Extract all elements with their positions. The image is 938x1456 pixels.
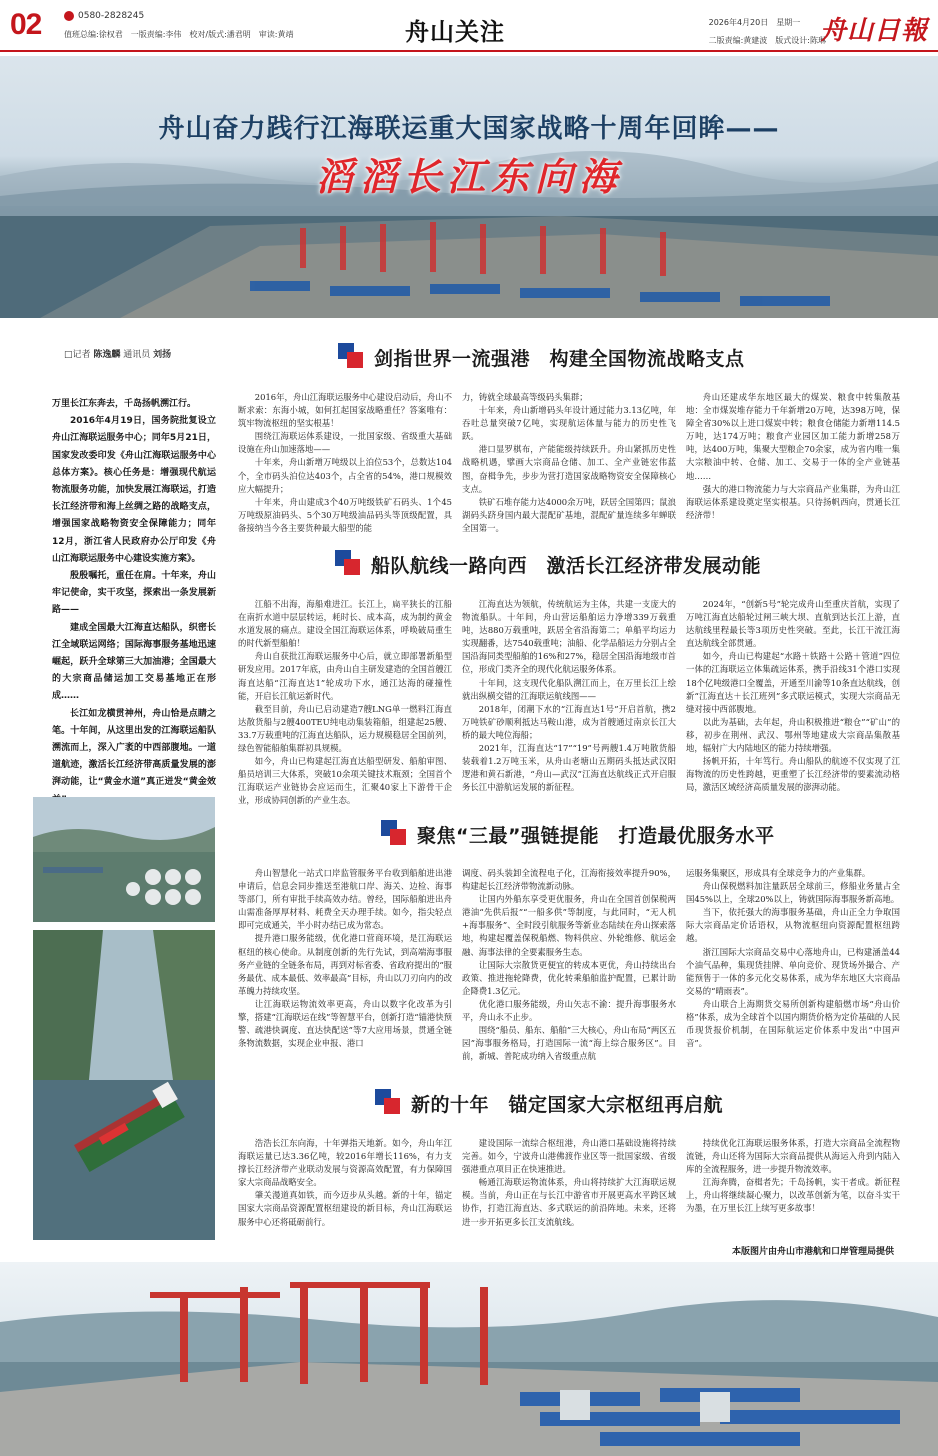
paragraph: 畅通江海联运物流体系，舟山将持续扩大江海联运规模。当前，舟山正在与长江中游省市开展更高水平跨区域协作，打造江海直达、多式联运的前沿阵地。未来，还将进一步开拓更多长江支流航线。 (462, 1177, 676, 1227)
paragraph: 让国内外船东享受更优服务，舟山在全国首创保税两港油“先供后报”“一船多供”等制度，与此同时，“无人机+海事服务”、全时段引航服务等新业态陆续在舟山探索落地，构建起覆盖保税船燃、物料供应、外轮维修、航运金融、海事法律的全要素服务生态。 (462, 894, 676, 957)
paragraph: 调度、码头装卸全流程电子化，江海衔接效率提升90%，构建起长江经济带物流新动脉。 (462, 868, 676, 892)
paragraph: 舟山还建成华东地区最大的煤炭、粮食中转集散基地：全市煤炭堆存能力千年新增20万吨，达398万吨，保障全省30%以上进口煤炭中转；粮食仓储能力新增114.5万吨，达174万吨；粮食产业园区加工能力新增258万吨，达400万吨，集聚大型粮企70余家，成为省内唯一集大宗粮油中转、仓储、加工、交易于一体的全产业链基地…… (686, 392, 900, 481)
editors-line: 二版责编:黄建波 版式设计:陈琳 (708, 36, 826, 45)
lead-paragraph: 万里长江东奔去，千岛扬帆溯江行。 (52, 399, 197, 409)
paragraph: 江海奔腾，奋楫者先；千岛扬帆，实干者成。新征程上，舟山将继续凝心聚力，以改革创新为笔，以奋斗实干为墨，在万里长江上续写更多故事！ (686, 1177, 900, 1214)
article-column (462, 867, 676, 1081)
correspondent-name: 刘扬 (153, 350, 172, 360)
article-column (686, 391, 900, 541)
phone-icon (64, 11, 74, 21)
paragraph: 舟山联合上海期货交易所创新构建船燃市场“舟山价格”体系，成为全球首个以国内期货价格为定价基础的人民币现货报价机制，在国际航运定价体系中发出“中国声音”。 (686, 998, 900, 1049)
byline (64, 347, 171, 360)
staff-line: 值班总编:徐权君 一版责编:李伟 校对/版式:潘君明 审读:黄靖 (64, 30, 294, 39)
paragraph: 强大的港口物流能力与大宗商品产业集群，为舟山江海联运体系建设奠定坚实根基。只待扬帆西向，贯通长江经济带！ (686, 483, 900, 520)
byline-prefix: □记者 (64, 350, 91, 360)
paragraph: 浩浩长江东向海，十年弹指天地新。如今，舟山年江海联运量已达3.36亿吨，较2016年增长116%，有力支撑长江经济带产业联动发展与资源高效配置，有力保障国家大宗商品战略安全。 (238, 1138, 452, 1188)
paragraph: 截至目前，舟山已启动建造7艘LNG单一燃料江海直达散货船与2艘400TEU纯电动集装箱船，组建起25艘、33.7万载重吨的江海直达船队，运力规模稳居全国前列，绿色智能船舶集群初具规模。 (238, 703, 452, 754)
paragraph: 提升港口服务能级，优化港口营商环境，是江海联运枢纽的核心使命。从制度创新的先行先试，到高端海事服务产业链的全链条布局，再到对标省委、省政府提出的“服务最优、成本最低、效率最高”目标，舟山以刀刃向内的改革魄力持续攻坚。 (238, 933, 452, 996)
paragraph: 围绕江海联运体系建设，一批国家级、省级重大基础设施在舟山加速落地—— (238, 431, 452, 455)
paragraph: 舟山自获批江海联运服务中心后，就立即部署新船型研发应用。2017年底，由舟山自主研发建造的全国首艘江海直达船“江海直达1”轮成功下水，通江达海的碰撞性能，开启长江航运新时代。 (238, 651, 452, 701)
article-column (238, 391, 452, 541)
paragraph: 十年来，舟山新增码头年设计通过能力3.13亿吨，年吞吐总量突破7亿吨，实现航运体量与能力的历史性飞跃。 (462, 405, 676, 442)
paragraph: 力，铸就全球最高等级码头集群； (462, 392, 588, 402)
paragraph: 扬帆开拓，十年笃行。舟山船队的航迹不仅实现了江海物流的历史性跨越，更重塑了长江经济带的要素流动格局，激活区域经济高质量发展的澎湃动能。 (686, 756, 900, 793)
paragraph: 运服务集聚区，形成具有全球竞争力的产业集群。 (686, 868, 871, 878)
section-title: 新的十年 锚定国家大宗枢纽再启航 (411, 1094, 724, 1116)
paragraph: 2021年，江海直达“17”“19”号两艘1.4万吨散货船装载着1.2万吨玉米，从舟山老塘山五期码头抵达武汉阳逻港和黄石新港，“舟山—武汉”江海直达航线正式开启服务长江中游航运发展的新征程。 (462, 743, 676, 793)
article-column (238, 867, 452, 1081)
article-column (238, 1137, 452, 1242)
article-column (238, 598, 452, 812)
paragraph: 港口显罗棋布，产能能级持续跃升。舟山紧抓历史性战略机遇，擘画大宗商品仓储、加工、全产业链宏伟蓝图，奋楫争先，步步为营打造国家战略物资安全保障核心支点。 (462, 444, 676, 494)
article-column (686, 1137, 900, 1242)
paragraph: 舟山智慧化一站式口岸监管服务平台收到船舶进出港申请后，信息会同步推送至港航口岸、海关、边检、海事等部门，所有审批手续高效办结。曾经，国际船舶进出舟山需准备厚厚材料、耗费全天办理手续。如今，指尖轻点即可完成通关，半小时办结已成为常态。 (238, 868, 452, 931)
paragraph: 围绕“船员、船东、船舶”三大核心，舟山布局“两区五园”海事服务格局，打造国际一流“海上综合服务区”。目前，新城、普陀成功纳入省级重点航 (462, 1025, 676, 1062)
paragraph: 江船不出海，海船难进江。长江上，扁平狭长的江船在南折水道中层层转运，耗时长、成本高，成为制约黄金水道发展的痛点。建设全国江海联运体系，呼唤破局重生的时代新型船舶！ (238, 599, 452, 649)
paragraph: 当下，依托强大的海事服务基础，舟山正全力争取国际大宗商品定价话语权，从物流枢纽向资源配置枢纽跨越。 (686, 907, 900, 944)
issue-date: 2026年4月20日 星期一 (708, 18, 801, 27)
section-marker-icon (338, 343, 364, 369)
header-rule (0, 50, 938, 52)
paragraph: 优化港口服务能级，舟山矢志不渝：提升海事服务水平，舟山永不止步。 (462, 998, 676, 1023)
hero-title-line2: 滔滔长江东向海 (314, 154, 623, 199)
byline-mid: 通讯员 (123, 350, 151, 360)
article-column (462, 1137, 676, 1242)
paragraph: 如今，舟山已构建起“水路＋铁路＋公路＋管道”四位一体的江海联运立体集疏运体系，携手沿线31个港口实现18个亿吨级港口全覆盖，开通至川渝等10条直达航线，创新“江海直达＋长江班列”多式联运模式，实现大宗商品无缝对接中西部腹地。 (686, 651, 900, 714)
oil-storage-photo (33, 797, 215, 922)
paragraph: 2024年，“创新5号”轮完成舟山至重庆首航，实现了万吨江海直达船轮过闸三峡大坝、直航到达长江上游，直达航线里程最长等3项历史性突破。至此，长江干流江海直达航线全部贯通。 (686, 599, 900, 649)
paragraph: 持续优化江海联运服务体系，打造大宗商品全流程物流链，舟山还将为国际大宗商品提供从海运入舟到内陆入库的全流程服务，进一步提升物流效率。 (686, 1138, 900, 1175)
lead-paragraph: 殷殷嘱托，重任在肩。十年来，舟山牢记使命，实干攻坚，探索出一条发展新路—— (52, 571, 216, 616)
lead-paragraphs (52, 396, 216, 809)
hero-image (0, 56, 938, 318)
paragraph: 铁矿石堆存能力达4000余万吨，跃居全国第四；鼠浪湖码头跻身国内最大混配矿基地，混配矿量连续多年蝉联全国第一。 (462, 496, 676, 533)
section-title: 剑指世界一流强港 构建全国物流战略支点 (374, 348, 745, 370)
paragraph: 舟山保税燃料加注量跃居全球前三，修船业务量占全国45%以上，全球20%以上，铸就国际海事服务新高地。 (686, 881, 900, 905)
paragraph: 肇关漫道真如铁，而今迈步从头越。新的十年，锚定国家大宗商品资源配置枢纽建设的新目标，舟山江海联运服务中心还将砥砺前行。 (238, 1190, 452, 1227)
paragraph: 2016年，舟山江海联运服务中心建设启动后，舟山不断求索：东海小城，如何扛起国家战略重任？答案唯有：筑牢物流枢纽的坚实根基！ (238, 392, 452, 429)
lead-paragraph: 2016年4月19日，国务院批复设立舟山江海联运服务中心；同年5月21日，国家发改委印发《舟山江海联运服务中心总体方案》。核心任务是：增强现代航运物流服务功能，加快发展江海联运，打造长江经济带和海上丝绸之路的战略支点，增强国家战略物资安全保障能力；同年12月，浙江省人民政府办公厅印发《舟山江海联运服务中心建设实施方案》。 (52, 416, 216, 564)
column-title: 舟山关注 (405, 17, 505, 46)
article-column (462, 391, 676, 541)
paragraph: 让国际大宗散货更便宜的转成本更优，舟山持续出台政策、推进拖轮降费，优化转乘船舶监护配置，已累计助企降费1.3亿元。 (462, 959, 676, 996)
header-meta (709, 14, 826, 50)
reporter-name: 陈逸麟 (93, 350, 121, 360)
section-marker-icon (381, 820, 407, 846)
container-port-photo (0, 1262, 938, 1456)
page-number: 02 (10, 8, 42, 41)
page-header (0, 0, 938, 52)
paragraph: 浙江国际大宗商品交易中心落地舟山，已构建涵盖44个油气品种，集现货挂牌、单向竞价、现货场外撮合、产能预售于一体的多元化交易体系，成为华东地区大宗商品交易的“晴雨表”。 (686, 946, 900, 996)
section-title: 船队航线一路向西 激活长江经济带发展动能 (371, 555, 762, 577)
section-title: 聚焦“三最”强链提能 打造最优服务水平 (417, 825, 775, 847)
paragraph: 江海直达为领航，传统航运为主体，共建一支庞大的物流船队。十年间，舟山营运船舶运力净增339万载重吨，达880万载重吨，跃居全省沿海第二；单船平均运力实现翻番，达7540载重吨；油船、化学品船运力分别占全国沿海同类型船舶的16%和27%，稳居全国沿海地级市首位，形成门类齐全的现代化航运服务体系。 (462, 599, 676, 675)
paragraph: 十年间，这支现代化船队溯江而上，在万里长江上绘就出纵横交错的江海联运航线图—— (462, 677, 676, 701)
paragraph: 2018年，闭潮下水的“江海直达1号”开启首航，携2万吨铁矿砂顺利抵达马鞍山港，成为首艘通过南京长江大桥的最大吨位海船； (462, 703, 676, 740)
photo-credit: 本版图片由舟山市港航和口岸管理局提供 (731, 1247, 894, 1257)
paragraph: 十年来，舟山新增万吨级以上泊位53个，总数达104个，全市码头泊位达403个，占全省的54%，港口规模效应大幅提升； (238, 457, 452, 494)
section-marker-icon (335, 550, 361, 576)
paragraph: 以此为基础，去年起，舟山积极推进“粮仓”“矿山”的移，初步在荆州、武汉、鄂州等地建成大宗商品集散基地，辐射广大内陆地区的能力持续增强。 (686, 716, 900, 754)
section-marker-icon (375, 1089, 401, 1115)
paragraph: 如今，舟山已构建起江海直达船型研发、船舶审图、船员培训三大体系，突破10余项关键技术瓶颈；全国首个江海联运产业链协会应运而生，汇聚40家上下游骨干企业，形成协同创新的产业生态。 (238, 756, 452, 806)
newspaper-logo: 舟山日報 (819, 16, 928, 46)
paragraph: 十年来，舟山建成3个40万吨级铁矿石码头、1个45万吨级原油码头、5个30万吨级油品码头等顶级配置，具备接纳当今各主要货种最大船型的能 (238, 496, 452, 533)
hero-title-line1: 舟山奋力践行江海联运重大国家战略十周年回眸—— (158, 114, 780, 144)
phone-number: 0580-2828245 (78, 11, 145, 21)
paragraph: 建设国际一流综合枢纽港，舟山港口基础设施将持续完善。如今，宁波舟山港佛渡作业区等一批国家级、省级强港重点项目正在快速推进。 (462, 1138, 676, 1175)
lead-paragraph: 长江如龙横贯神州，舟山恰是点睛之笔。十年间，从这里出发的江海联运船队溯流而上，深入广袤的中西部腹地。一道道航迹，激活长江经济带高质量发展的澎湃动能，让“黄金水道”真正迸发“黄金效 (52, 708, 216, 788)
paragraph: 让江海联运物流效率更高，舟山以数字化改革为引擎，搭建“江海联运在线”等智慧平台，创新打造“锚港快预警、疏港快调度、直达快配送”等7大应用场景，贯通全链条物流数据，实现企业申报、港口 (238, 998, 452, 1049)
lead-paragraph: 建成全国最大江海直达船队，织密长江全域联运网络；国际海事服务基地迅速崛起，跃升全球第三大加油港；全国最大的大宗商品储运加工交易基地正在形成…… (52, 622, 216, 702)
article-column (462, 598, 676, 812)
article-column (686, 867, 900, 1081)
cargo-ship-photo (33, 930, 215, 1240)
phone-line (64, 11, 144, 21)
article-column (686, 598, 900, 812)
